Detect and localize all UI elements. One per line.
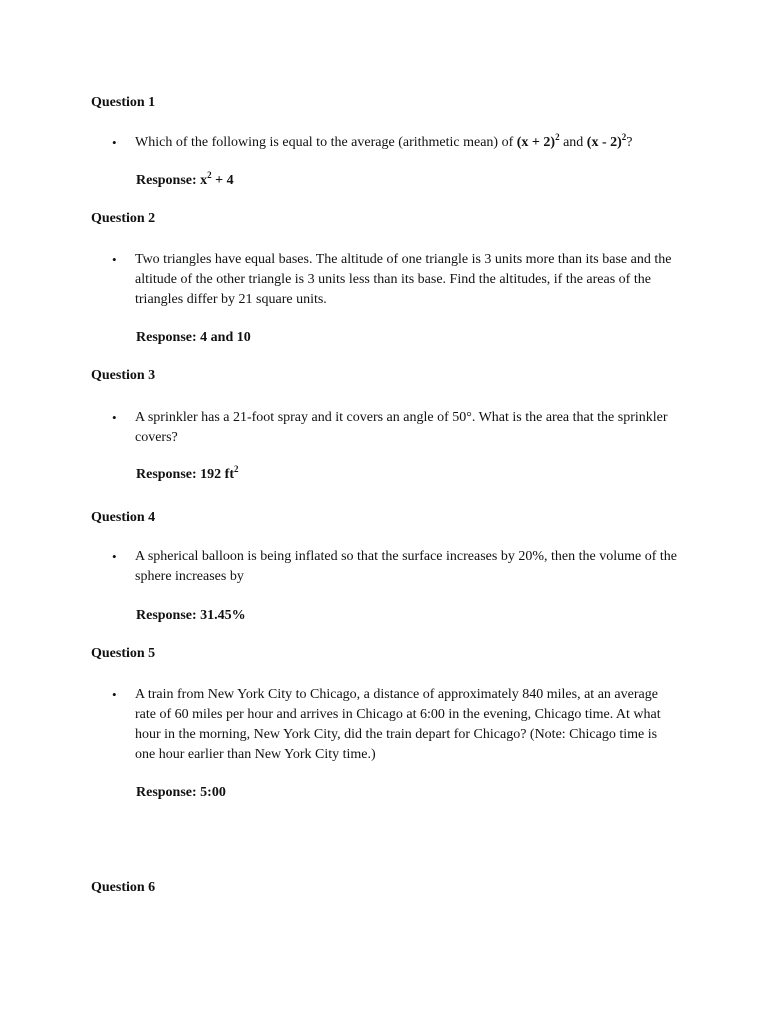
bullet-icon: • <box>112 687 117 702</box>
question-3-title: Question 3 <box>91 368 156 383</box>
question-5-response: Response: 5:00 <box>136 785 226 800</box>
question-4-response: Response: 31.45% <box>136 608 246 623</box>
question-1-title: Question 1 <box>91 95 156 110</box>
question-3-response: Response: 192 $ft^2$ <box>136 464 239 482</box>
question-6-title: Question 6 <box>91 880 156 895</box>
question-1-text: Which of the following is equal to the average (arithmetic mean) of $(x + 2)^2$ and (x - 2)$^2$? <box>135 132 633 150</box>
question-5-text: A train from New York City to Chicago, a distance of approximately 840 miles, at an average rate of 60 miles per hour and arrives in Chicago at 6:00 in the evening, Chicago time. At what hour in the morning, New York City, did the train depart for Chicago? (Note: Chicago time is one hour earlier than New York City time.) <box>135 687 661 762</box>
bullet-icon: • <box>112 252 117 267</box>
question-3-text: A sprinkler has a 21-foot spray and it covers an angle of 50°. What is the area that the sprinkler covers? <box>135 410 668 445</box>
question-1-response: Response: $x^2 + 4$ <box>136 170 234 188</box>
question-4-text: A spherical balloon is being inflated so that the surface increases by 20%, then the volume of the sphere increases by <box>135 549 677 584</box>
bullet-icon: • <box>112 410 117 425</box>
bullet-icon: • <box>112 549 117 564</box>
question-5-title: Question 5 <box>91 646 156 661</box>
question-4-title: Question 4 <box>91 510 156 525</box>
question-2-text: Two triangles have equal bases. The altitude of one triangle is 3 units more than its base and the altitude of the other triangle is 3 units less than its base. Find the altitudes, if the areas of the triangles differ by 21 square units. <box>135 252 672 307</box>
bullet-icon: • <box>112 135 117 150</box>
question-2-response: Response: 4 and 10 <box>136 330 251 345</box>
question-2-title: Question 2 <box>91 211 156 226</box>
